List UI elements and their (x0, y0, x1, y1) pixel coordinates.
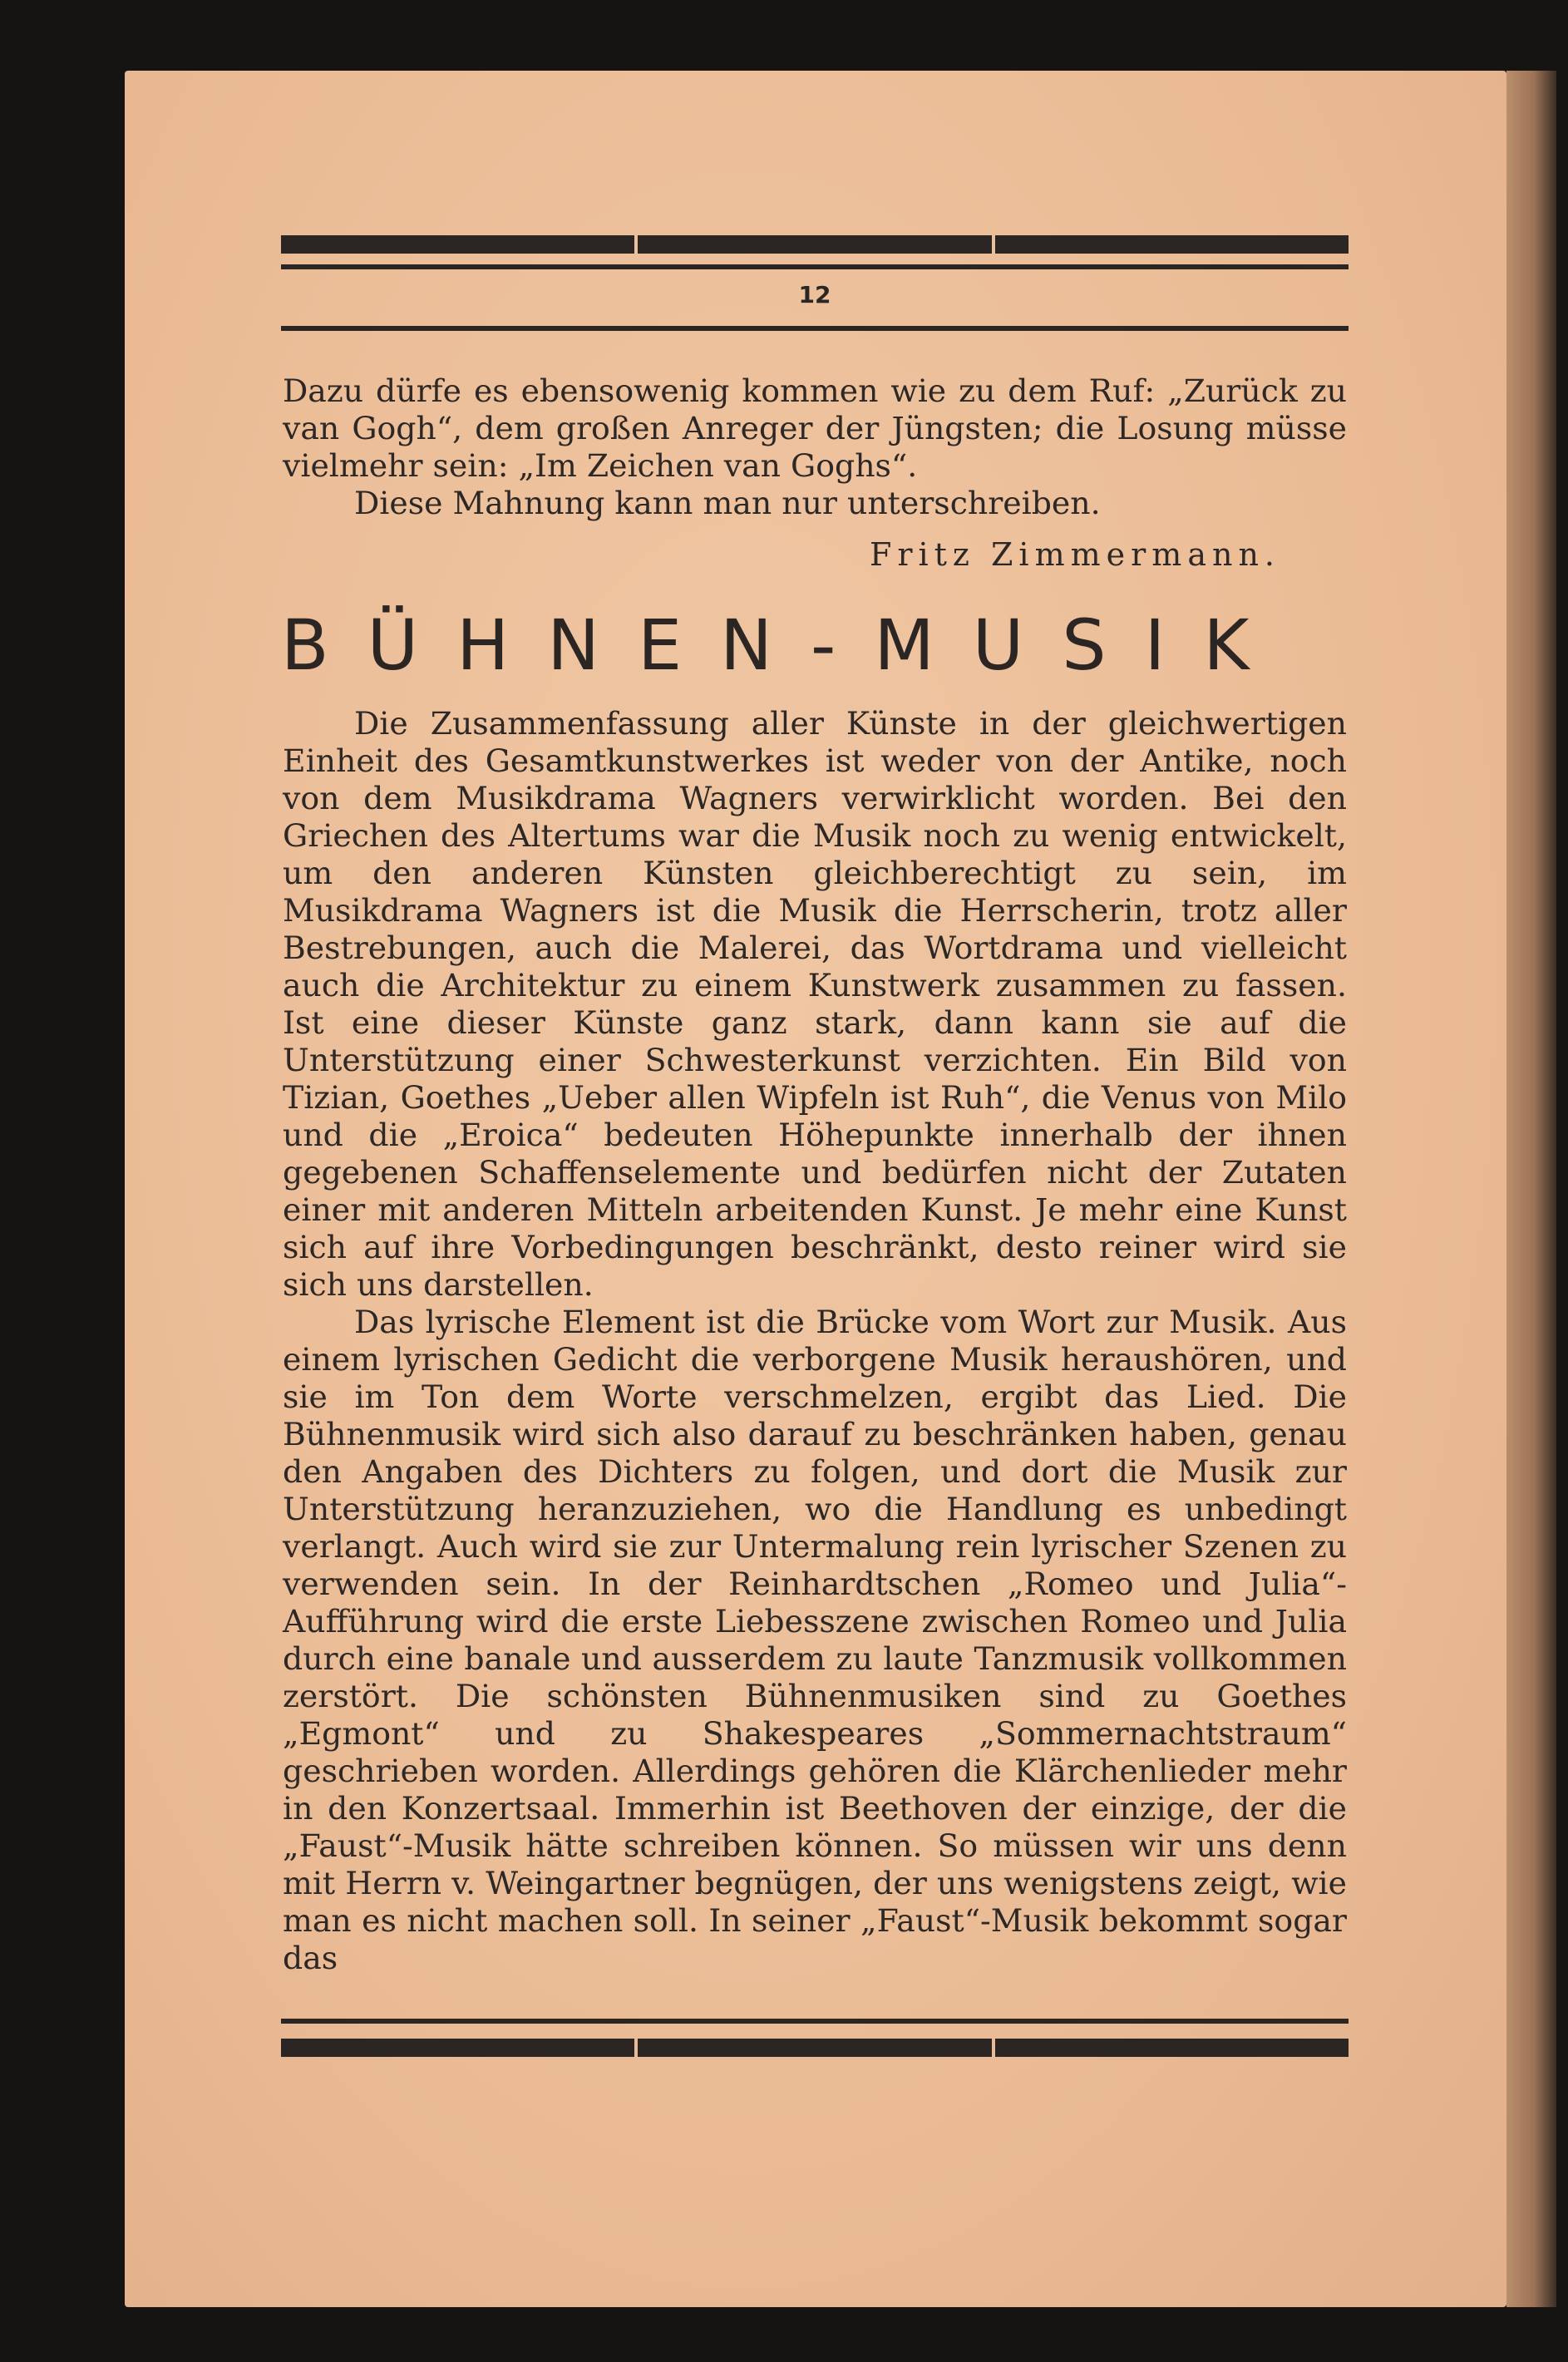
author-signature: Fritz Zimmermann. (869, 536, 1280, 573)
intro-paragraph: Diese Mahnung kann man nur unterschreiben. (354, 485, 1101, 521)
band-segment (281, 2039, 634, 2057)
bottom-rule (281, 2019, 1349, 2024)
page-edge-shadow (1506, 71, 1556, 2307)
band-segment (281, 235, 634, 254)
page-number: 12 (798, 281, 831, 308)
band-segment (995, 235, 1349, 254)
band-segment (638, 235, 991, 254)
top-decorative-band (281, 235, 1349, 254)
article-heading: BÜHNEN-MUSIK (281, 604, 1288, 686)
top-rule (281, 264, 1349, 269)
intro-paragraph: Dazu dürfe es ebensowenig kommen wie zu dem Ruf: „Zurück zu van Gogh“, dem großen Anreger der Jüngsten; die Losung müsse vielmehr sein: „Im Zeichen van Goghs“. (283, 372, 1347, 484)
intro-text (283, 372, 1347, 522)
article-body (283, 705, 1347, 1977)
article-paragraph: Die Zusammenfassung aller Künste in der gleichwertigen Einheit des Gesamtkunstwerkes ist weder von der Antike, noch von dem Musikdrama Wagners verwirklicht worden. Bei den Griechen des Altertums war die Musik noch zu wenig entwickelt, um den anderen Künsten gleichberechtigt zu sein, im Musikdrama Wagners ist die Musik die Herrscherin, trotz aller Bestrebungen, auch die Malerei, das Wortdrama und vielleicht auch die Architektur zu einem Kunstwerk zusammen zu fassen. Ist eine dieser Künste ganz stark, dann kann sie auf die Unterstützung einer Schwesterkunst verzichten. Ein Bild von Tizian, Goethes „Ueber allen Wipfeln ist Ruh“, die Venus von Milo und die „Eroica“ bedeuten Höhepunkte innerhalb der ihnen gegebenen Schaffenselemente und bedürfen nicht der Zutaten einer mit anderen Mitteln arbeitenden Kunst. Je mehr eine Kunst sich auf ihre Vorbedingungen beschränkt, desto reiner wird sie sich uns darstellen. (283, 705, 1347, 1303)
bottom-decorative-band (281, 2039, 1349, 2057)
header-rule (281, 326, 1349, 331)
band-segment (995, 2039, 1349, 2057)
band-segment (638, 2039, 991, 2057)
article-paragraph: Das lyrische Element ist die Brücke vom Wort zur Musik. Aus einem lyrischen Gedicht die verborgene Musik heraushören, und sie im Ton dem Worte verschmelzen, ergibt das Lied. Die Bühnenmusik wird sich also darauf zu beschränken haben, genau den Angaben des Dichters zu folgen, und dort die Musik zur Unterstützung heranzuziehen, wo die Handlung es unbedingt verlangt. Auch wird sie zur Untermalung rein lyrischer Szenen zu verwenden sein. In der Reinhardtschen „Romeo und Julia“-Aufführung wird die erste Liebesszene zwischen Romeo und Julia durch eine banale und ausserdem zu laute Tanzmusik vollkommen zerstört. Die schönsten Bühnenmusiken sind zu Goethes „Egmont“ und zu Shakespeares „Sommernachtstraum“ geschrieben worden. Allerdings gehören die Klärchenlieder mehr in den Konzertsaal. Immerhin ist Beethoven der einzige, der die „Faust“-Musik hätte schreiben können. So müssen wir uns denn mit Herrn v. Weingartner begnügen, der uns wenigstens zeigt, wie man es nicht machen soll. In seiner „Faust“-Musik bekommt sogar das (283, 1304, 1347, 1976)
